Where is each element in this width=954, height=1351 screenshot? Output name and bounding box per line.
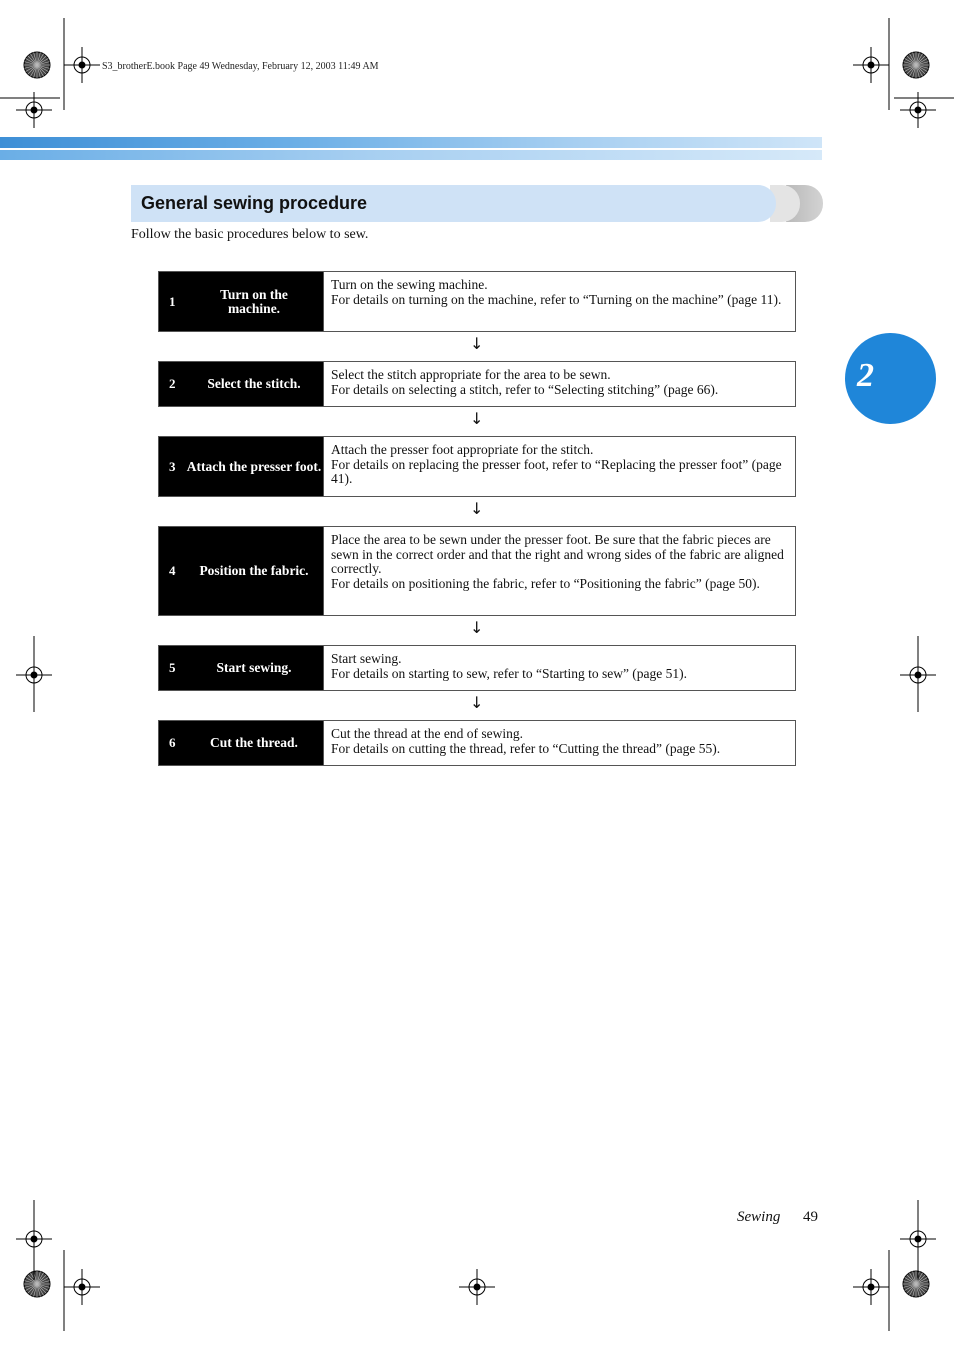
step-line: Select the stitch appropriate for the area to be sewn. [331, 367, 611, 382]
step-header [159, 527, 323, 615]
intro-text: Follow the basic procedures below to sew. [131, 227, 369, 242]
step-line: Turn on the sewing machine. [331, 277, 488, 292]
step-header [159, 437, 323, 496]
step-row [158, 720, 796, 766]
step-line: For details on cutting the thread, refer to “Cutting the thread” (page 55). [331, 740, 721, 756]
step-label: Turn on the machine. [220, 286, 288, 316]
step-line: Place the area to be sewn under the presser foot. Be sure that the fabric pieces are sewn in the correct order and that the right and wrong sides of the fabric are aligned correctly. [331, 532, 784, 577]
step-description [323, 437, 795, 496]
step-row [158, 645, 796, 691]
step-number: 5 [169, 660, 176, 675]
step-label: Select the stitch. [207, 376, 301, 391]
footer-page-number: 49 [803, 1209, 818, 1225]
chapter-number: 2 [857, 357, 874, 394]
step-label: Position the fabric. [199, 563, 309, 578]
step-number: 6 [169, 735, 176, 750]
step-header [159, 646, 323, 690]
step-line: Attach the presser foot appropriate for the stitch. [331, 442, 594, 457]
step-line: For details on replacing the presser foot, refer to “Replacing the presser foot” (page 41). [331, 456, 782, 487]
flow-arrow: ↓ [470, 693, 484, 712]
section-title: General sewing procedure [141, 193, 368, 213]
step-line: For details on selecting a stitch, refer to “Selecting stitching” (page 66). [331, 381, 719, 397]
header-band-top [0, 137, 822, 148]
step-row [158, 361, 796, 407]
flow-arrow: ↓ [470, 409, 484, 428]
footer-section-name: Sewing [737, 1209, 781, 1225]
step-row [158, 436, 796, 497]
step-label: Cut the thread. [210, 735, 298, 750]
flow-arrow: ↓ [470, 334, 484, 353]
step-description [323, 362, 795, 406]
step-line: Cut the thread at the end of sewing. [331, 726, 523, 741]
step-line: Start sewing. [331, 651, 402, 666]
step-number: 2 [169, 376, 176, 391]
step-label: Attach the presser foot. [186, 458, 322, 474]
step-row [158, 271, 796, 332]
file-info-header: S3_brotherE.book Page 49 Wednesday, February 12, 2003 11:49 AM [102, 61, 379, 72]
step-line: For details on turning on the machine, refer to “Turning on the machine” (page 11). [331, 291, 782, 307]
step-header [159, 272, 323, 331]
step-header [159, 721, 323, 765]
header-band-bottom [0, 150, 822, 160]
step-description [323, 646, 795, 690]
step-number: 4 [169, 563, 176, 578]
step-number: 1 [169, 293, 176, 309]
step-description [323, 272, 795, 331]
step-row [158, 526, 796, 616]
flow-arrow: ↓ [470, 618, 484, 637]
step-label: Start sewing. [216, 660, 292, 675]
flow-arrow: ↓ [470, 499, 484, 518]
step-description [323, 527, 795, 615]
step-header [159, 362, 323, 406]
step-number: 3 [169, 458, 176, 474]
step-description [323, 721, 795, 765]
step-line: For details on positioning the fabric, refer to “Positioning the fabric” (page 50). [331, 575, 760, 591]
step-line: For details on starting to sew, refer to “Starting to sew” (page 51). [331, 665, 688, 681]
